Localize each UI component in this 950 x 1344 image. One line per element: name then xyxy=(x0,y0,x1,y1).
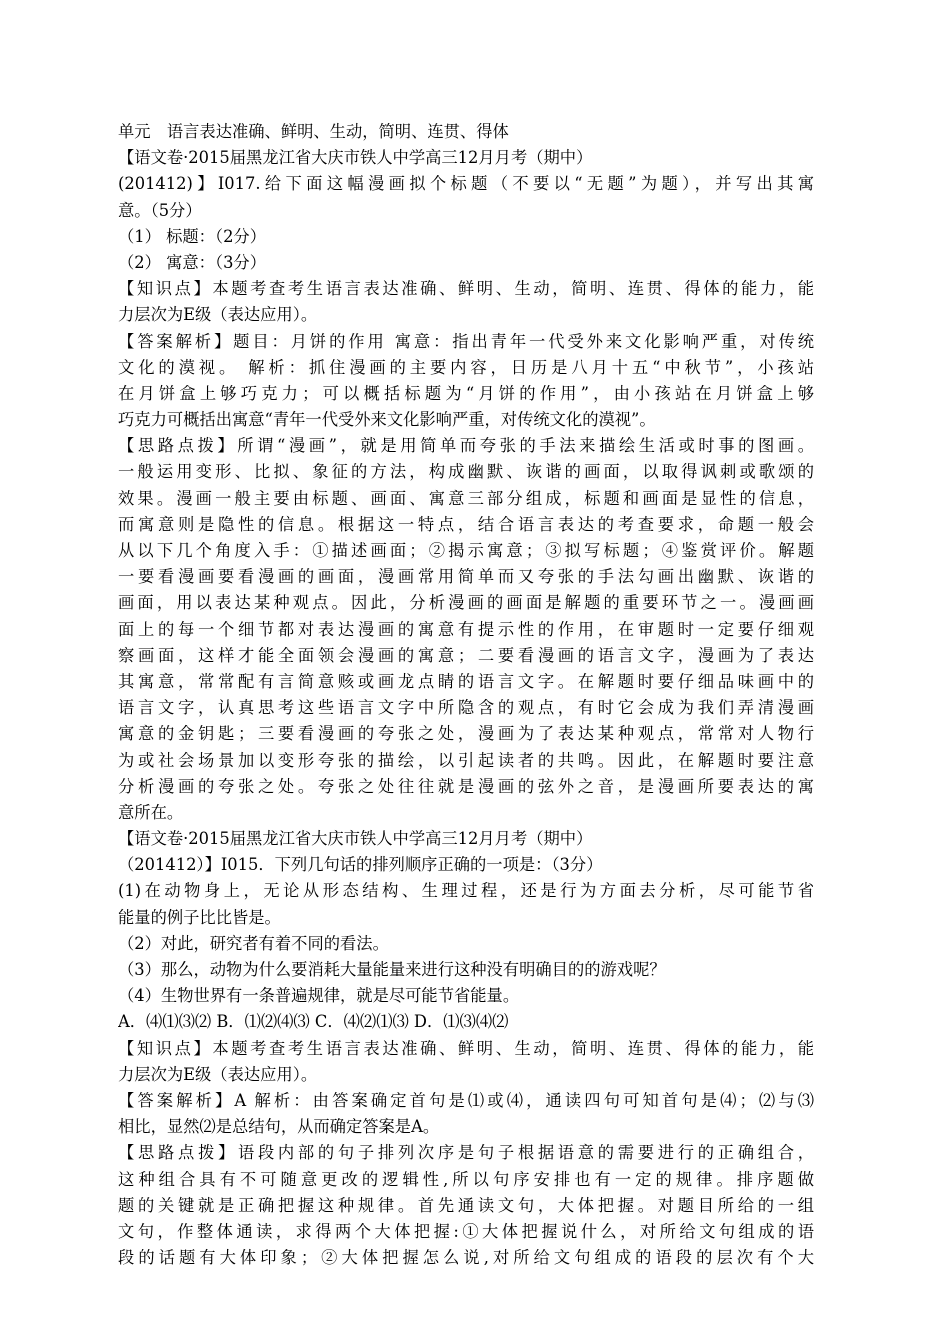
text-line: 寓意的金钥匙；三要看漫画的夸张之处，漫画为了表达某种观点，常常对人物行 xyxy=(118,724,814,744)
text-line: 单元 语言表达准确、鲜明、生动，简明、连贯、得体 xyxy=(118,122,509,141)
text-line: 能量的例子比比皆是。 xyxy=(118,907,281,927)
text-line: 面上的每一个细节都对表达漫画的寓意有提示性的作用，在审题时一定要仔细观 xyxy=(118,619,814,639)
text-line: 【知识点】本题考查考生语言表达准确、鲜明、生动，简明、连贯、得体的能力，能 xyxy=(118,1038,814,1058)
text-line: 在月饼盒上够巧克力；可以概括标题为“月饼的作用”，由小孩站在月饼盒上够 xyxy=(118,383,814,403)
text-line: （3）那么，动物为什么要消耗大量能量来进行这种没有明确目的的游戏呢？ xyxy=(118,960,666,979)
text-line: 画面，用以表达某种观点。因此，分析漫画的画面是解题的重要环节之一。漫画画 xyxy=(118,593,814,613)
text-line: 为或社会场景加以变形夸张的描绘，以引起读者的共鸣。因此，在解题时要注意 xyxy=(118,750,814,770)
text-line: 【语文卷·2015届黑龙江省大庆市铁人中学高三12月月考（期中） xyxy=(118,148,593,168)
text-line: 相比，显然⑵是总结句，从而确定答案是A。 xyxy=(118,1117,440,1137)
text-line: 而寓意则是隐性的信息。根据这一特点，结合语言表达的考查要求，命题一般会 xyxy=(118,514,814,534)
text-line: 力层次为E级（表达应用）。 xyxy=(118,1064,318,1084)
text-line: 语言文字，认真思考这些语言文字中所隐含的观点，有时它会成为我们弄清漫画 xyxy=(118,698,814,718)
text-line: 这种组合具有不可随意更改的逻辑性,所以句序安排也有一定的规律。排序题做 xyxy=(118,1169,814,1189)
text-line: 从以下几个角度入手：①描述画面；②揭示寓意；③拟写标题；④鉴赏评价。解题 xyxy=(118,541,814,560)
text-line: 【答案解析】题目：月饼的作用 寓意：指出青年一代受外来文化影响严重，对传统 xyxy=(118,331,814,351)
text-line: 【答案解析】A 解析：由答案确定首句是⑴或⑷，通读四句可知首句是⑷；⑵与⑶ xyxy=(118,1090,814,1110)
text-line: 【思路点拨】所谓“漫画”，就是用简单而夸张的手法来描绘生活或时事的图画。 xyxy=(118,436,814,456)
document-page xyxy=(118,119,814,1271)
text-line: 一般运用变形、比拟、象征的方法，构成幽默、诙谐的画面，以取得讽刺或歌颂的 xyxy=(118,462,814,482)
text-line: 一要看漫画要看漫画的画面，漫画常用简单而又夸张的手法勾画出幽默、诙谐的 xyxy=(118,567,814,587)
text-line: 分析漫画的夸张之处。夸张之处往往就是漫画的弦外之音，是漫画所要表达的寓 xyxy=(118,776,814,796)
text-line: （2）对此，研究者有着不同的看法。 xyxy=(118,933,389,953)
text-line: 文化的漠视。 解析：抓住漫画的主要内容，日历是八月十五“中秋节”，小孩站 xyxy=(118,357,814,377)
text-line: 其寓意，常常配有言简意赅或画龙点睛的语言文字。在解题时要仔细品味画中的 xyxy=(118,671,814,691)
text-line: 力层次为E级（表达应用）。 xyxy=(118,305,318,325)
text-line: 效果。漫画一般主要由标题、画面、寓意三部分组成，标题和画面是显性的信息， xyxy=(118,488,814,508)
text-line: 察画面，这样才能全面领会漫画的寓意；二要看漫画的语言文字，漫画为了表达 xyxy=(118,645,814,665)
text-line: 文句，作整体通读，求得两个大体把握:①大体把握说什么，对所给文句组成的语 xyxy=(118,1221,814,1241)
text-line: 题的关键就是正确把握这种规律。首先通读文句，大体把握。对题目所给的一组 xyxy=(118,1195,814,1215)
text-line: A．⑷⑴⑶⑵ B．⑴⑵⑷⑶ C．⑷⑵⑴⑶ D．⑴⑶⑷⑵ xyxy=(118,1012,509,1032)
text-line: 【思路点拨】语段内部的句子排列次序是句子根据语意的需要进行的正确组合， xyxy=(118,1143,814,1163)
text-line: (201412)】I017.给下面这幅漫画拟个标题（不要以“无题”为题），并写出其寓 xyxy=(118,174,814,194)
text-line: (1)在动物身上，无论从形态结构、生理过程，还是行为方面去分析，尽可能节省 xyxy=(118,881,814,901)
text-line: 【知识点】本题考查考生语言表达准确、鲜明、生动，简明、连贯、得体的能力，能 xyxy=(118,279,814,299)
text-line: （201412）】I015．下列几句话的排列顺序正确的一项是：（3分） xyxy=(118,855,603,875)
text-line: 段的话题有大体印象；②大体把握怎么说,对所给文句组成的语段的层次有个大 xyxy=(118,1248,814,1268)
text-line: （1） 标题：（2分） xyxy=(118,226,266,246)
text-line: 巧克力可概括出寓意“青年一代受外来文化影响严重，对传统文化的漠视”。 xyxy=(118,410,656,430)
text-line: 意。（5分） xyxy=(118,200,202,220)
text-line: 【语文卷·2015届黑龙江省大庆市铁人中学高三12月月考（期中） xyxy=(118,829,593,849)
text-line: 意所在。 xyxy=(118,802,184,822)
text-line: （2） 寓意：（3分） xyxy=(118,252,266,272)
text-line: （4）生物世界有一条普遍规律，就是尽可能节省能量。 xyxy=(118,986,520,1006)
